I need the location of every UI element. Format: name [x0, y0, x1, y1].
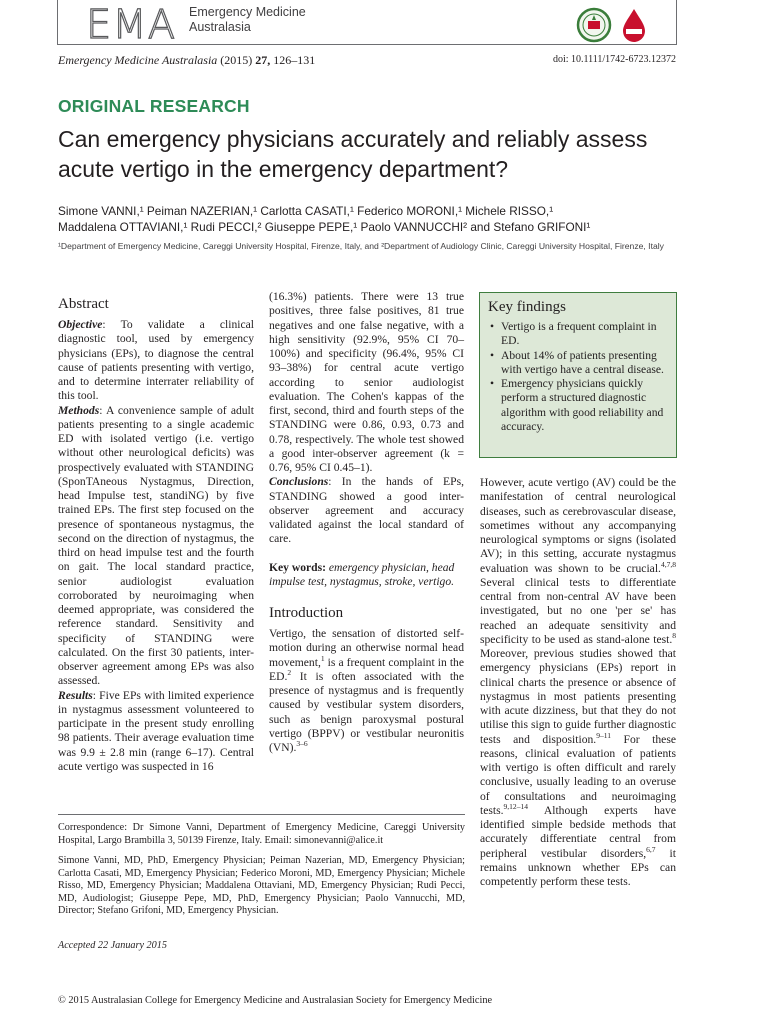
introduction-column-3	[480, 476, 676, 889]
author-credentials: Simone Vanni, MD, PhD, Emergency Physician; Peiman Nazerian, MD, Emergency Physician; Carlotta Casati, MD, Emergency Physician; Federico Moroni, MD, Emergency Physician; Michele Risso, MD, Emergency Physician; Maddalena Ottaviani, MD, Emergency Physician; Rudi Pecci, MD, Audiologist; Giuseppe Pepe, MD, PhD, Emergency Physician; Paolo Vannucchi, MD, Director; Stefano Grifoni, MD, Emergency Physician.	[58, 855, 465, 916]
citation-line: Emergency Medicine Australasia (2015) 27, 126–131	[58, 53, 316, 67]
journal-logo: EMA	[86, 2, 177, 48]
introduction-heading: Introduction	[269, 605, 344, 621]
copyright-line: © 2015 Australasian College for Emergency Medicine and Australasian Society for Emergency Medicine	[58, 995, 493, 1006]
accepted-date: Accepted 22 January 2015	[58, 940, 167, 951]
abstract-column-1	[58, 290, 254, 774]
footnote-divider	[58, 814, 465, 815]
key-findings-heading: Key findings	[488, 299, 566, 315]
journal-masthead	[57, 0, 677, 48]
methods-paragraph: Methods: A convenience sample of adult patients presenting to a single academic ED with isolated vertigo (i.e. vertigo without other neurological deficits) was prospectively evaluated with STANDING (SponTAneous Nystagmus, Direction, head Impulse test, standiNG) by five trained EPs. The first step focused on the presence of spontaneous nystagmus, the second on the direction of nystagmus, the third on head impulse test and the fourth on gait. The local standard practice, senior audiologist evaluation corroborated by neuroimaging when deemed appropriate, was considered the reference standard. Sensitivity and specificity of STANDING were calculated. On the first 30 patients, inter-observer agreement among EPs was also assessed.	[58, 403, 254, 688]
key-findings-list	[488, 320, 668, 434]
correspondence-note: Correspondence: Dr Simone Vanni, Department of Emergency Medicine, Careggi University Hospital, Largo Brambilla 3, 50139 Firenze, Italy. Email: simonevanni@alice.it	[58, 822, 465, 846]
author-list: Simone VANNI,¹ Peiman NAZERIAN,¹ Carlotta CASATI,¹ Federico MORONI,¹ Michele RISSO,¹ Maddalena OTTAVIANI,¹ Rudi PECCI,² Giuseppe PEPE,¹ Paolo VANNUCCHI² and Stefano GRIFONI¹	[58, 204, 591, 234]
conclusions-paragraph: Conclusions: In the hands of EPs, STANDING showed a good inter-observer agreement and accuracy validated against the local standard of care.	[269, 475, 464, 546]
section-label: ORIGINAL RESEARCH	[58, 96, 250, 116]
key-findings-box	[479, 292, 677, 458]
keywords: Key words: emergency physician, head impulse test, nystagmus, stroke, vertigo.	[269, 560, 455, 588]
affiliations: ¹Department of Emergency Medicine, Careggi University Hospital, Firenze, Italy, and ²Department of Audiology Clinic, Careggi University Hospital, Firenze, Italy	[58, 241, 664, 251]
journal-name: Emergency Medicine Australasia	[189, 5, 306, 34]
introduction-paragraph: Vertigo, the sensation of distorted self-motion during an otherwise normal head movement,$^1$ is a frequent complaint in the ED.$^2$ It is often associated with the presence of nystagmus and is frequently caused by vestibular system disorders, such as benign paroxysmal postural vertigo (BPPV) or vestibular neuronitis (VN).$^{3-6}$	[269, 627, 464, 754]
abstract-column-2	[269, 290, 464, 755]
results-paragraph: Results: Five EPs with limited experience in nystagmus assessment volunteered to participate in the present study enrolling 98 patients. Their average evaluation time was 9.9 ± 2.8 min (range 6–17). Central acute vertigo was suspected in 16	[58, 688, 254, 773]
article-title: Can emergency physicians accurately and reliably assess acute vertigo in the emergency department?	[58, 126, 648, 182]
abstract-heading: Abstract	[58, 296, 109, 312]
objective-paragraph: Objective: To validate a clinical diagnostic tool, used by emergency physicians (EPs), to diagnose the central cause of patients presenting with vertigo, and to determine interrater reliability of this tool.	[58, 318, 254, 403]
list-item: • About 14% of patients presenting with vertigo have a central disease.	[488, 349, 668, 378]
society-drop-icon	[618, 7, 650, 43]
doi: doi: 10.1111/1742-6723.12372	[552, 54, 676, 65]
list-item: • Emergency physicians quickly perform a structured diagnostic algorithm with good reliability and accuracy.	[488, 377, 668, 434]
continued-paragraph: (16.3%) patients. There were 13 true positives, three false positives, 81 true negatives and one false negative, with a high sensitivity (92.9%, 95% CI 70–100%) and specificity (96.4%, 95% CI 93–38%) for central acute vertigo according to senior audiologist evaluation. The Cohen's kappas of the first, second, third and fourth steps of the STANDING were 0.86, 0.93, 0.73 and 0.78, respectively. The whole test showed a good inter-observer agreement (k = 0.76, 95% CI 0.45–1).	[269, 290, 464, 474]
college-seal-icon	[576, 7, 612, 43]
continued-paragraph: However, acute vertigo (AV) could be the manifestation of central neurological diseases, such as cerebrovascular disease, sometimes without any accompanying neurological symptoms or signs (isolated AV); in this setting, accurate nystagmus evaluation was shown to be crucial.$^{4,7,8}$ Several clinical tests to differentiate central from non-central AV have been investigated, but no one 'per se' has reached an adequate sensitivity and specificity to be used as stand-alone test.$^8$ Moreover, previous studies showed that emergency physicians (EPs) report in clinical charts the presence or absence of nystagmus in most patients presenting with acute dizziness, but that they do not utilise this sign to guide further diagnostic tests and disposition.$^{9-11}$ For these reasons, clinical evaluation of patients with vertigo is often difficult and rarely conclusive, usually leading to an overuse of consultations and neuroimaging tests.$^{9,12-14}$ Although experts have identified simple bedside methods that accurately differentiate central from peripheral vestibular disorders,$^{6,7}$ it remains unknown whether EPs can competently perform these tests.	[480, 476, 676, 888]
list-item: • Vertigo is a frequent complaint in ED.	[488, 320, 668, 349]
